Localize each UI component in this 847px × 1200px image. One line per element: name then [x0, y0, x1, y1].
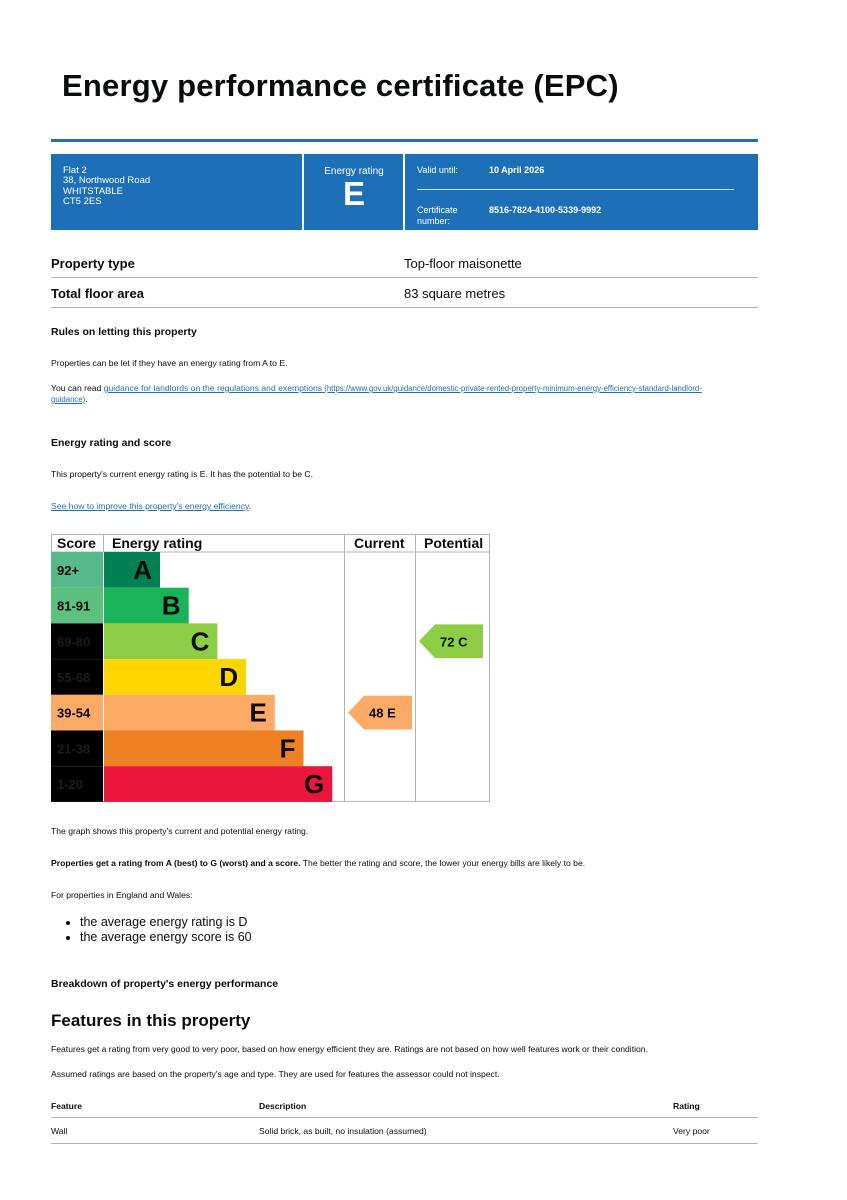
certificate-number-value: 8516-7824-4100-5339-9992: [489, 205, 602, 215]
letting-text: Properties can be let if they have an energy rating from A to E.: [51, 358, 288, 368]
address-line-1: Flat 2: [63, 165, 87, 176]
guidance-prefix: You can read: [51, 383, 104, 393]
band-letter: C: [190, 626, 210, 657]
table-header-feature: Feature: [51, 1101, 83, 1111]
band-letter: E: [249, 697, 267, 728]
address-block: [63, 166, 150, 230]
score-label: 92+: [57, 562, 80, 578]
features-heading: Features in this property: [51, 1011, 251, 1030]
rating-explanation-rest: The better the rating and score, the lower your energy bills are likely to be.: [300, 858, 586, 868]
guidance-url-cont[interactable]: guidance): [51, 395, 86, 404]
improve-link-suffix: .: [248, 501, 252, 511]
energy-rating-label: Energy rating: [324, 166, 384, 177]
features-text-1: Features get a rating from very good to very poor, based on how energy efficient they are. Ratings are not based on how well features work or their condition.: [51, 1044, 648, 1054]
guidance-url[interactable]: (https://www.gov.uk/guidance/domestic-private-rented-property-minimum-energy-efficiency-standard-landlord-: [322, 384, 702, 393]
address-line-2: 38, Northwood Road: [63, 175, 151, 187]
cert-label-line: Certificate: [417, 205, 458, 215]
title-divider: [51, 139, 758, 142]
epc-rating-chart: [51, 534, 491, 803]
row-divider: [51, 1117, 758, 1118]
rating-score-text: This property's current energy rating is E. It has the potential to be C.: [51, 469, 313, 479]
average-list: [52, 915, 252, 945]
guidance-suffix: .: [85, 394, 88, 404]
score-label: 21-38: [57, 741, 91, 757]
score-label: 81-91: [57, 598, 91, 614]
improve-efficiency-link[interactable]: See how to improve this property's energy efficiency: [51, 501, 249, 511]
table-header-description: Description: [259, 1101, 307, 1111]
row-divider: [51, 307, 758, 308]
row-divider: [51, 1143, 758, 1144]
list-item: • the average energy rating is D: [80, 915, 252, 930]
table-cell-feature: Wall: [51, 1126, 68, 1136]
table-cell-description: Solid brick, as built, no insulation (assumed): [259, 1126, 427, 1136]
graph-caption: The graph shows this property's current and potential energy rating.: [51, 826, 309, 836]
header-current: Current: [354, 535, 405, 551]
floor-area-value: 83 square metres: [404, 286, 506, 301]
valid-until-value: 10 April 2026: [489, 165, 545, 175]
energy-rating-letter: E: [342, 175, 365, 212]
guidance-link[interactable]: guidance for landlords on the regulations and exemptions: [103, 383, 323, 393]
floor-area-label: Total floor area: [51, 286, 144, 301]
certificate-number-label: [417, 205, 458, 226]
features-text-2: Assumed ratings are based on the property's age and type. They are used for features the assessor could not inspect.: [51, 1069, 500, 1079]
banner-divider: [403, 154, 405, 230]
score-label: 39-54: [57, 705, 91, 721]
score-label: 1-20: [57, 777, 84, 793]
improve-link-line: [51, 501, 251, 511]
list-item: • the average energy score is 60: [80, 930, 252, 945]
table-cell-rating: Very poor: [673, 1126, 710, 1136]
band-letter: D: [219, 661, 239, 692]
energy-rating-box: [304, 154, 404, 230]
table-header-rating: Rating: [673, 1101, 700, 1111]
rating-score-heading: Energy rating and score: [51, 437, 172, 449]
score-label: 69-80: [57, 634, 91, 650]
property-type-value: Top-floor maisonette: [404, 256, 522, 271]
property-type-label: Property type: [51, 256, 135, 271]
current-rating-label: 48 E: [369, 705, 396, 721]
address-line-4: CT5 2ES: [63, 196, 102, 208]
address-line-3: WHITSTABLE: [63, 185, 123, 197]
england-wales-text: For properties in England and Wales:: [51, 890, 193, 900]
band-bar: [104, 766, 332, 802]
potential-rating-label: 72 C: [440, 634, 468, 650]
rating-explanation-bold: Properties get a rating from A (best) to G (worst) and a score.: [51, 858, 301, 868]
band-letter: A: [133, 554, 152, 585]
breakdown-heading: Breakdown of property's energy performance: [51, 978, 279, 990]
rating-explanation: [51, 858, 585, 868]
score-label: 55-68: [57, 669, 91, 685]
validity-block: [417, 154, 747, 230]
band-bar: [104, 731, 304, 767]
row-divider: [51, 277, 758, 278]
band-letter: F: [279, 733, 296, 764]
header-energy-rating: Energy rating: [112, 535, 203, 551]
header-score: Score: [57, 535, 96, 551]
header-potential: Potential: [424, 535, 484, 551]
cert-label-line: number:: [417, 215, 451, 226]
valid-until-label: Valid until:: [417, 165, 458, 175]
summary-banner: [51, 154, 758, 230]
letting-guidance: [51, 383, 761, 405]
band-letter: G: [303, 769, 325, 800]
page-title: Energy performance certificate (EPC): [62, 68, 619, 103]
band-letter: B: [161, 590, 181, 621]
validity-divider: [417, 189, 734, 190]
letting-heading: Rules on letting this property: [51, 326, 197, 338]
